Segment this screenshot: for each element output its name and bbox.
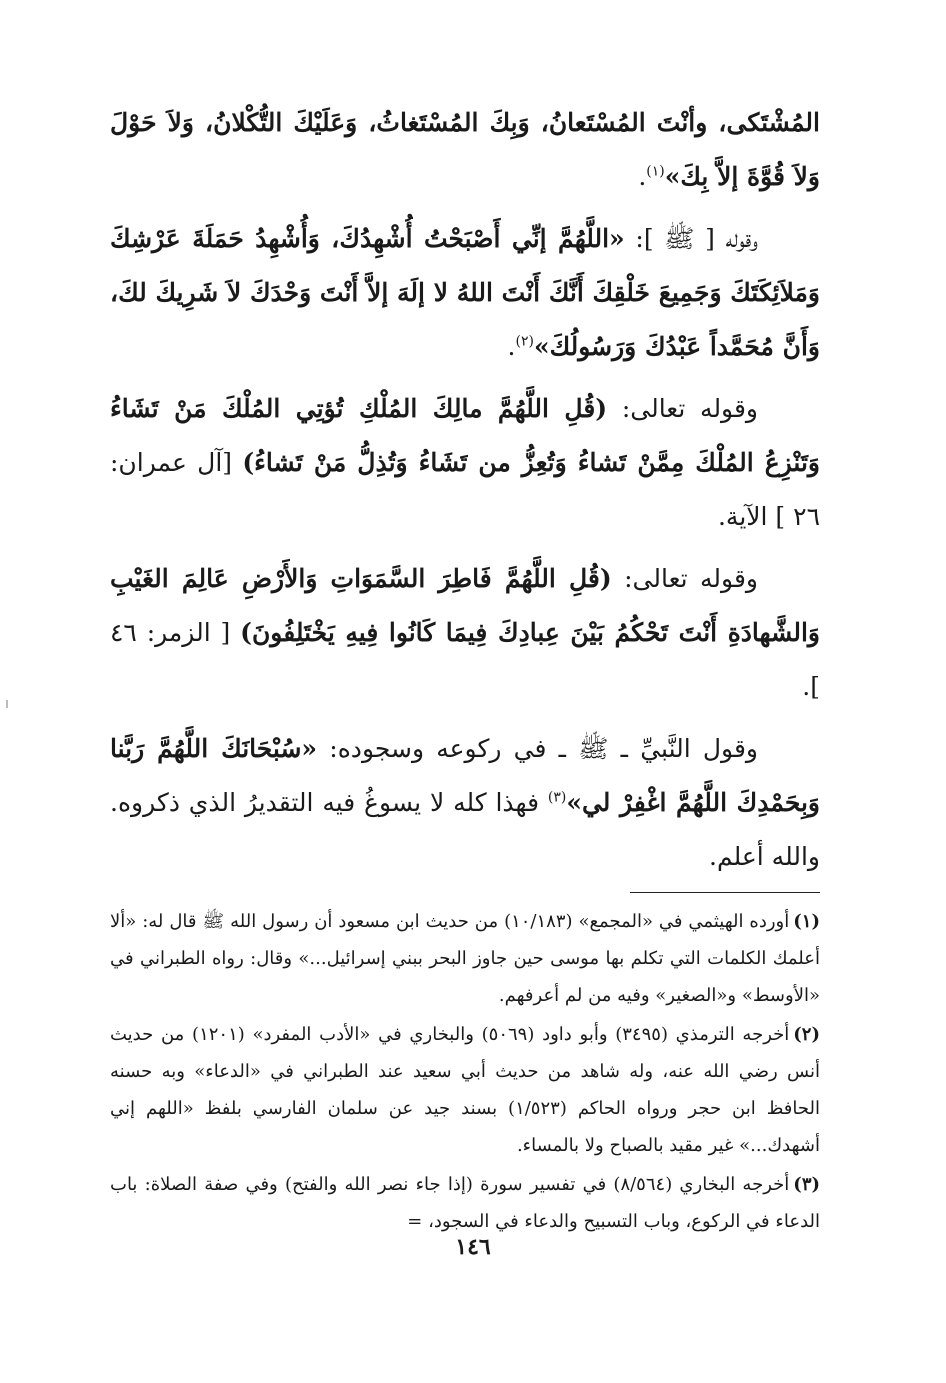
- verse-citation: [آل عمران: ٢٦ ] الآية.: [110, 448, 820, 531]
- paragraph-end: .: [507, 332, 516, 361]
- page-number: ١٤٦: [455, 1234, 491, 1260]
- paragraph-end: .: [638, 162, 647, 191]
- supplication-text: «سُبْحَانَكَ اللَّهُمَّ رَبَّنا وَبِحَمْدِكَ اللَّهُمَّ اغْفِرْ لي»: [110, 734, 820, 817]
- footnote-reference[interactable]: (٢): [515, 333, 534, 350]
- footnote-3: [110, 1166, 820, 1240]
- paragraph-lead: وقوله تعالى:: [607, 394, 758, 423]
- footnote-reference[interactable]: (١): [646, 163, 665, 180]
- footnote-number: (٢): [793, 1024, 820, 1045]
- body-paragraph-1: [110, 96, 820, 204]
- footnote-text: أخرجه الترمذي (٣٤٩٥) وأبو داود (٥٠٦٩) والبخاري في «الأدب المفرد» (١٢٠١) من حديث أنس رضي الله عنه، وله شاهد من حديث أبي سعيد عند الطبراني في «الدعاء» وبه حسنه الحافظ ابن حجر ورواه الحاكم (١/٥٢٣) بسند جيد عن سلمان الفارسي بلفظ «اللهم إني أشهدك...» غير مقيد بالصباح ولا بالمساء.: [110, 1024, 821, 1156]
- footnote-2: [110, 1016, 820, 1164]
- verse-citation: [ الزمر: ٤٦ ].: [110, 618, 820, 701]
- footnote-divider: [630, 892, 820, 893]
- body-paragraph-2: [110, 212, 820, 374]
- paragraph-lead: وقول النَّبيِّ ـ ﷺ ـ في ركوعه وسجوده:: [317, 734, 759, 763]
- footnote-number: (٣): [793, 1174, 821, 1195]
- scan-edge-mark: [6, 700, 8, 708]
- footnote-text: أخرجه البخاري (٨/٥٦٤) في تفسير سورة (إذا جاء نصر الله والفتح) وفي صفة الصلاة: باب الدعاء في الركوع، وباب التسبيح والدعاء في السجود، =: [110, 1174, 820, 1232]
- quran-verse: (قُلِ اللَّهُمَّ فَاطِرَ السَّمَوَاتِ وَالأَرْضِ عَالِمَ الغَيْبِ وَالشَّهادَةِ أَنْتَ تَحْكُمُ بَيْنَ عِبادِكَ فِيمَا كَانُوا فِيهِ يَخْتَلِفُونَ): [110, 564, 821, 647]
- body-paragraph-4: [110, 552, 820, 714]
- footnotes: [110, 903, 820, 1240]
- paragraph-tail: فهذا كله لا يسوغُ فيه التقديرُ الذي ذكروه. والله أعلم.: [110, 788, 820, 871]
- quran-verse: (قُلِ اللَّهُمَّ مالِكَ المُلْكِ تُؤتِي المُلْكَ مَنْ تَشَاءُ وَتَنْزِعُ المُلْكَ مِمَّنْ تَشاءُ وَتُعِزُّ من تَشَاءُ وَتُذِلُّ مَنْ تَشاءُ): [110, 394, 820, 477]
- paragraph-lead: وقوله [ ﷺ ]:: [624, 224, 758, 253]
- body-paragraph-3: [110, 382, 820, 544]
- footnote-number: (١): [793, 911, 820, 932]
- footnote-reference[interactable]: (٣): [547, 789, 567, 806]
- body-paragraph-5: [110, 722, 820, 884]
- footnote-1: [110, 903, 820, 1014]
- paragraph-lead: وقوله تعالى:: [611, 564, 758, 593]
- page-content: [110, 96, 820, 1242]
- supplication-text: «اللَّهُمَّ إنِّي أَصْبَحْتُ أُشْهِدُكَ، وَأُشْهِدُ حَمَلَةَ عَرْشِكَ وَمَلاَئِكَتَكَ وَجَمِيعَ خَلْقِكَ أَنَّكَ أَنْتَ اللهُ لا إلَهَ إلاَّ أَنْتَ وَحْدَكَ لاَ شَرِيكَ لكَ، وَأَنَّ مُحَمَّداً عَبْدُكَ وَرَسُولُكَ»: [110, 224, 820, 361]
- supplication-text: المُشْتَكى، وأنْتَ المُسْتَعانُ، وَبِكَ المُسْتَغاثُ، وَعَلَيْكَ التُّكْلانُ، وَلاَ حَوْلَ وَلاَ قُوَّةَ إلاَّ بِكَ»: [110, 108, 820, 191]
- footnote-text: أورده الهيثمي في «المجمع» (١٠/١٨٣) من حديث ابن مسعود أن رسول الله ﷺ قال له: «ألا أعلمك الكلمات التي تكلم بها موسى حين جاوز البحر ببني إسرائيل...» وقال: رواه الطبراني في «الأوسط» و«الصغير» وفيه من لم أعرفهم.: [110, 911, 820, 1006]
